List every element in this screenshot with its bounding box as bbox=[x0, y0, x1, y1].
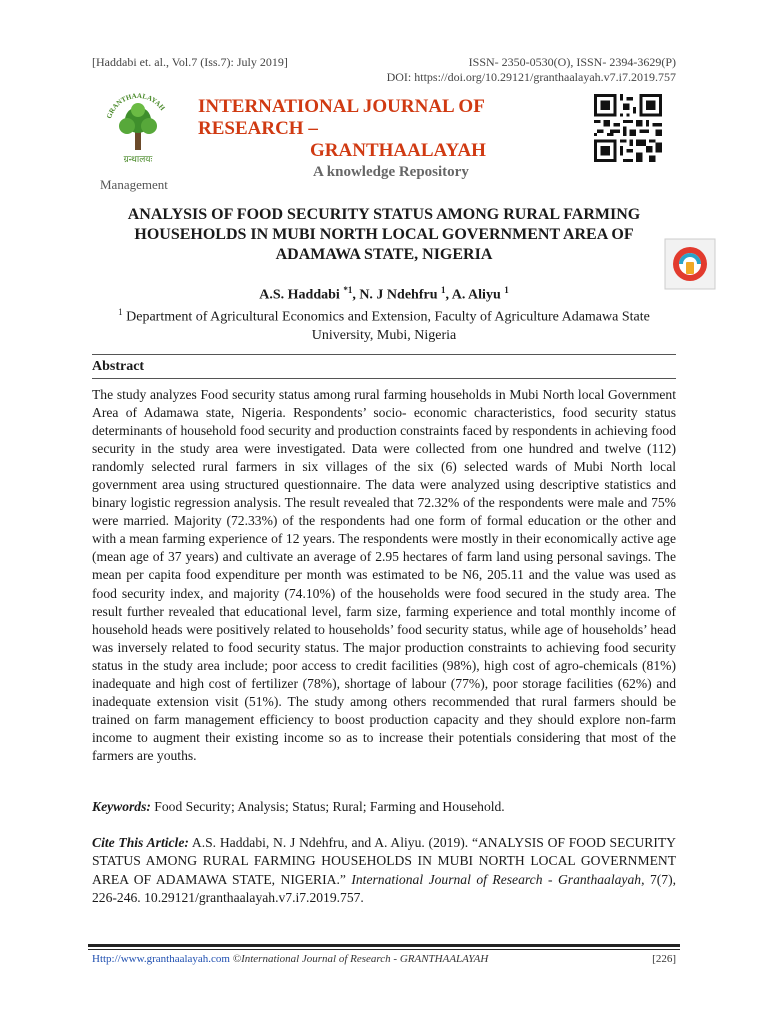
journal-tagline: A knowledge Repository bbox=[313, 164, 469, 180]
affiliation-text: Department of Agricultural Economics and Extension, Faculty of Agriculture Adamawa State University, Mubi, Nigeria bbox=[122, 309, 650, 343]
cite-text: A.S. Haddabi, N. J Ndehfru, and A. Aliyu. (2019). “ANALYSIS OF FOOD SECURITY STATUS AMONG RURAL FARMING HOUSEHOLDS IN MUBI NORTH LOCAL GOVERNMENT AREA OF ADAMAWA STATE, NIGERIA.” bbox=[92, 835, 676, 887]
abstract-heading-rule bbox=[92, 378, 676, 379]
cite-this-article bbox=[92, 834, 676, 907]
abstract-heading: Abstract bbox=[92, 359, 145, 374]
author-marker: 1 bbox=[440, 285, 446, 295]
abstract-top-rule bbox=[92, 354, 676, 355]
keywords-text: Food Security; Analysis; Status; Rural; Farming and Household. bbox=[150, 799, 505, 814]
footer-copyright: ©International Journal of Research - GRANTHAALAYAH bbox=[229, 953, 489, 965]
crossmark-badge-icon[interactable] bbox=[664, 238, 716, 290]
author-marker: *1 bbox=[343, 285, 353, 295]
footer-rule-thick bbox=[88, 944, 680, 947]
cite-tail: , 7(7), 226-246. 10.29121/granthaalayah.v7.i7.2019.757. bbox=[92, 871, 676, 905]
cite-label: Cite This Article: bbox=[92, 835, 189, 850]
journal-name-line1: INTERNATIONAL JOURNAL OF RESEARCH – bbox=[198, 96, 485, 139]
cite-journal: International Journal of Research - Granthaalayah bbox=[351, 871, 642, 887]
page-footer bbox=[92, 953, 676, 965]
page-number: [226] bbox=[652, 953, 676, 965]
footer-url-link[interactable]: Http://www.granthaalayah.com bbox=[92, 953, 230, 965]
author-name: A.S. Haddabi bbox=[259, 287, 344, 303]
journal-masthead bbox=[198, 96, 588, 182]
paper-title: ANALYSIS OF FOOD SECURITY STATUS AMONG RURAL FARMING HOUSEHOLDS IN MUBI NORTH LOCAL GOVERNMENT AREA OF ADAMAWA STATE, NIGERIA bbox=[127, 206, 641, 263]
author-name: , N. J Ndehfru bbox=[352, 287, 441, 303]
journal-logo bbox=[100, 88, 176, 168]
doi-text: DOI: https://doi.org/10.29121/granthaalayah.v7.i7.2019.757 bbox=[386, 70, 676, 84]
keywords-label: Keywords: bbox=[92, 799, 151, 814]
running-header-ids bbox=[387, 55, 676, 85]
abstract-body: The study analyzes Food security status among rural farming households in Mubi North local Government Area of Adamawa state, Nigeria. Respondents’ socio- economic characteristics, food security status determinants of household food security and production constraints faced by respondents in achieving food security in the study area were investigated. Data were collected from one hundred and twelve (112) randomly selected rural farmers in six villages of the six (6) selected wards of Mubi North local government area using structured questionnaire. The data were analyzed using descriptive statistics and binary logistic regression analysis. The result revealed that 72.32% of the respondents were male and 75% were married. Majority (72.33%) of the respondents had one form of formal education or the other and with a mean farming experience of 12 years. The respondents were mostly in their economically active age (mean age of 37 years) and cultivate an average of 2.95 hectares of farm land using personal savings. The mean per capita food expenditure per month was estimated to be N6, 205.11 and the value was used as food security index, and majority (74.10%) of the households were food secured in the study area. The result further revealed that educational level, farm size, farming experience and total monthly income of household heads were positively related to households’ food security status, while age of households’ head was inversely related to food security status. The major production constraints to achieving food security status in the study area include; poor access to credit facilities (98%), high cost of agro-chemicals (81%) inadequate and high cost of fertilizer (78%), shortage of labour (77%), poor storage facilities (62%) and inadequate extension visit (51%). The study among others recommended that rural farmers should be trained on farm management efficiency to boost production capacity and they should explore non-farm income to augment their existing income so as to increase their potentials considering that most of the farmers are youths. bbox=[92, 387, 676, 763]
author-list bbox=[92, 285, 676, 304]
running-header-citation: [Haddabi et. al., Vol.7 (Iss.7): July 2019] bbox=[92, 55, 288, 69]
keywords bbox=[92, 799, 676, 815]
logo-base-text: ग्रन्थालयः bbox=[123, 155, 153, 165]
author-name: , A. Aliyu bbox=[445, 287, 505, 303]
logo-arc-text: GRANTHAALAYAH bbox=[105, 91, 167, 120]
affiliation bbox=[92, 303, 676, 345]
affiliation-marker: 1 bbox=[118, 307, 123, 317]
qr-code-icon[interactable] bbox=[594, 94, 662, 162]
journal-name-line2: GRANTHAALAYAH bbox=[310, 140, 486, 161]
section-label: Management bbox=[100, 177, 168, 192]
footer-rule-thin bbox=[88, 949, 680, 950]
issn-text: ISSN- 2350-0530(O), ISSN- 2394-3629(P) bbox=[468, 55, 676, 69]
author-marker: 1 bbox=[504, 285, 509, 295]
